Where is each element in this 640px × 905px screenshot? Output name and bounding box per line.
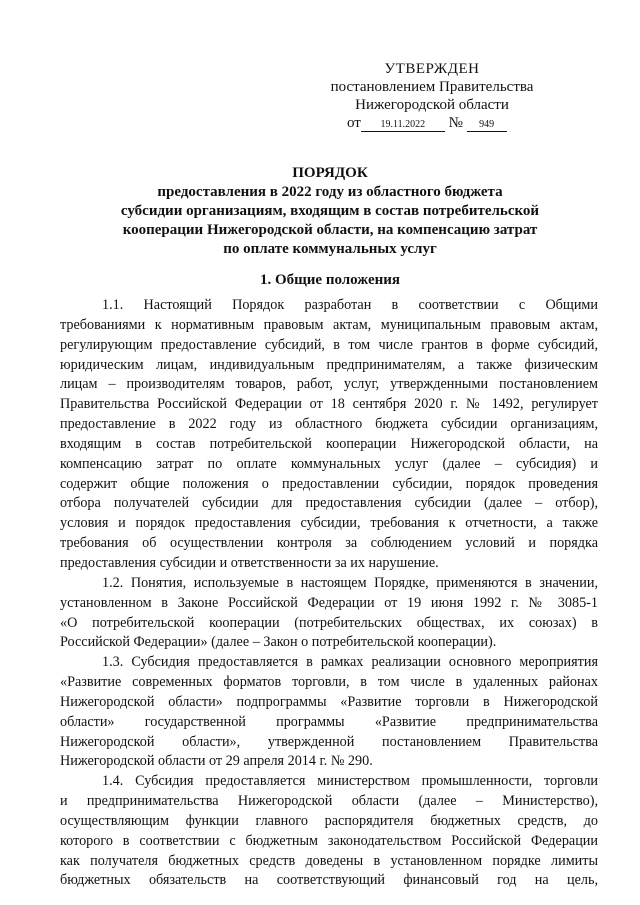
text-line: Нижегородской области от 29 апреля 2014 г. № 290. [60,753,373,770]
approval-date-prefix: от [347,115,361,131]
text-line: юридическим лицам, индивидуальным предпринимателям, а также физическим [60,356,598,373]
approval-stamp [322,60,542,132]
text-line: бюджетных обязательств на соответствующий финансовый год на цель, [60,872,598,889]
title-line: предоставления в 2022 году из областного бюджета [157,184,503,200]
text-line: Российской Федерации» (далее – Закон о потребительской кооперации). [60,634,497,651]
text-line: области» государственной программы «Развитие предпринимательства [60,713,598,730]
text-line: входящим в состав потребительской кооперации Нижегородской области, на [60,435,598,452]
text-line: осуществляющим функции главного распорядителя бюджетных средств, до [60,812,598,829]
text-line: как получателя бюджетных средств доведены в установленном порядке лимиты [60,852,598,869]
text-line: предоставление в 2022 году из областного бюджета субсидии организациям, [60,416,598,433]
document-title [60,164,600,259]
text-line: компенсацию затрат по оплате коммунальных услуг (далее – субсидия) и [60,455,598,472]
text-line: требования об осуществлении контроля за соблюдением условий и порядка [60,535,598,552]
text-line: Нижегородской области», утвержденной постановлением Правительства [60,733,598,750]
text-line: предоставления субсидии и ответственности за их нарушение. [60,554,439,571]
title-line: кооперации Нижегородской области, на компенсацию затрат [122,222,538,238]
text-line: лицам – производителям товаров, работ, услуг, утвержденными постановлением [60,376,598,393]
approval-number-sign: № [448,115,463,131]
text-line: условия и порядок предоставления субсидии, требования к отчетности, а также [60,515,598,532]
text-line: требованиями к нормативным правовым актам, муниципальным правовым актам, [60,316,598,333]
text-line: регулирующим предоставление субсидий, в том числе грантов в форме субсидий, [60,336,598,353]
text-line: которого в соответствии с бюджетным законодательством Российской Федерации [60,832,598,849]
text-line: содержит общие положения о предоставлении субсидии, порядок проведения [60,475,598,492]
text-line: и предпринимательства Нижегородской области (далее – Министерство), [60,793,598,810]
approval-line-1: постановлением Правительства [330,79,534,95]
text-line: 1.1. Настоящий Порядок разработан в соответствии с Общими [102,297,598,313]
title-line: по оплате коммунальных услуг [223,241,437,257]
text-line: 1.2. Понятия, используемые в настоящем Порядке, применяются в значении, [102,574,598,591]
text-line: Правительства Российской Федерации от 18 сентября 2020 г. № 1492, регулирует [60,396,598,413]
approval-date-row [322,114,542,132]
approval-number-value: 949 [467,119,507,132]
text-line: 1.3. Субсидия предоставляется в рамках реализации основного мероприятия [102,654,598,671]
text-line: установленном в Законе Российской Федерации от 19 июня 1992 г. № 3085-1 [60,594,598,611]
paragraph-1-3 [60,653,598,772]
document-body [60,296,598,891]
text-line: Нижегородской области» подпрограммы «Развитие торговли в Нижегородской [60,693,598,710]
text-line: 1.4. Субсидия предоставляется министерством промышленности, торговли [102,773,598,790]
approval-heading: УТВЕРЖДЕН [384,61,480,77]
section-heading: 1. Общие положения [259,272,401,288]
title-main: ПОРЯДОК [292,165,368,181]
approval-date-value: 19.11.2022 [361,119,445,132]
paragraph-1-2 [60,574,598,653]
paragraph-1-4 [60,772,598,891]
text-line: «О потребительской кооперации (потребительских обществах, их союзах) в [60,614,598,631]
title-line: субсидии организациям, входящим в состав потребительской [120,203,540,219]
approval-line-2: Нижегородской области [355,97,509,113]
text-line: «Развитие современных форматов торговли, в том числе в удаленных районах [60,674,598,691]
text-line: отбора получателей субсидии для предоставления субсидии (далее – отбор), [60,495,598,512]
paragraph-1-1 [60,296,598,574]
